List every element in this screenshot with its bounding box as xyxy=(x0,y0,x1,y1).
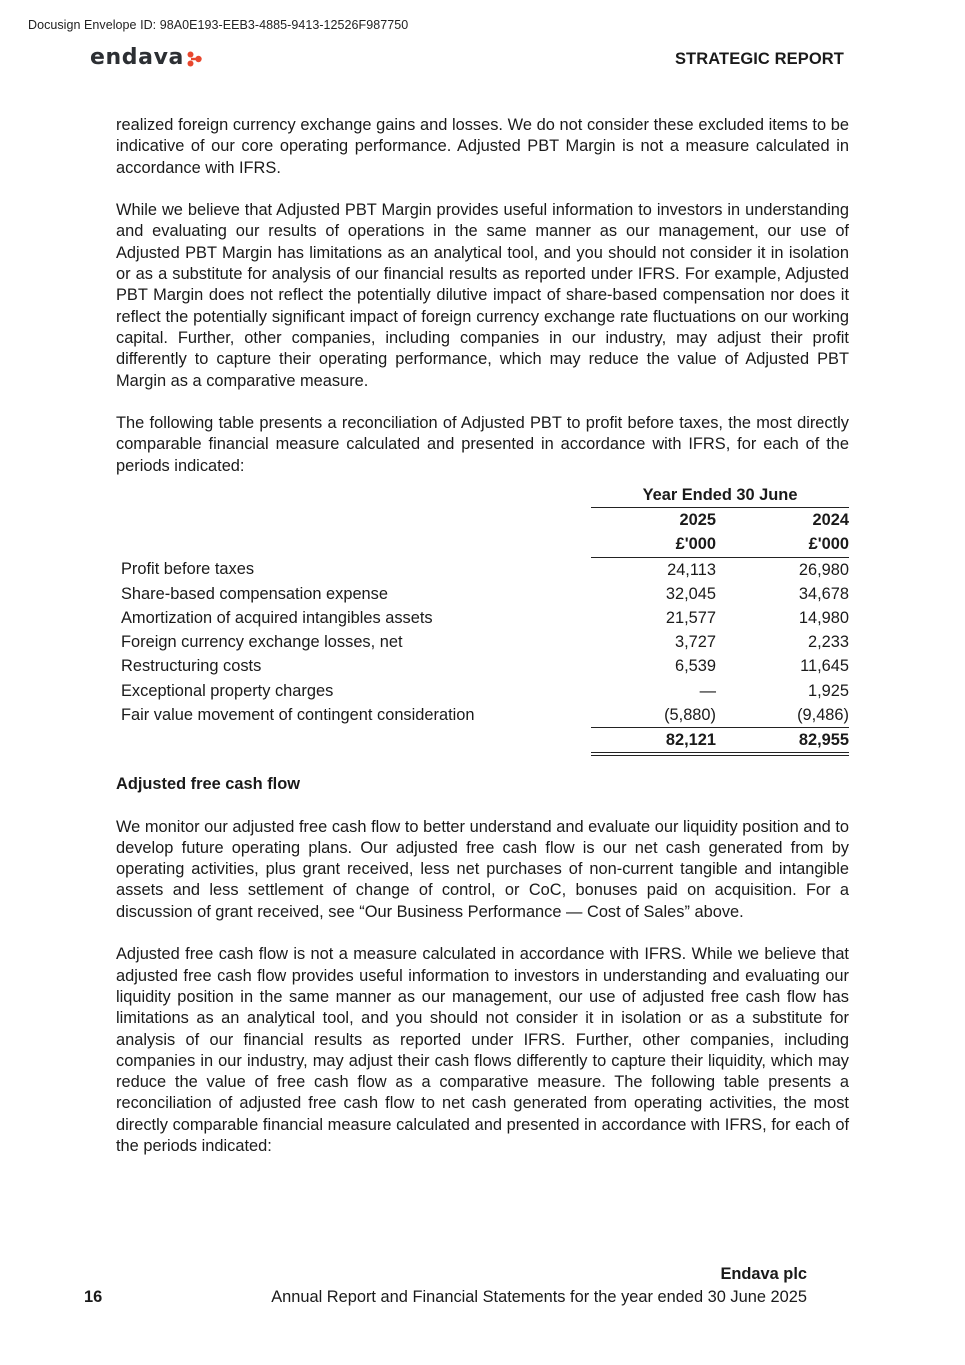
value-2025: 24,113 xyxy=(667,560,716,579)
value-2024: 34,678 xyxy=(798,584,849,603)
value-2024: 11,645 xyxy=(800,657,849,676)
endava-logo xyxy=(90,46,203,70)
value-2024: 1,925 xyxy=(807,681,849,700)
section-heading-adjusted-free-cash-flow: Adjusted free cash flow xyxy=(116,775,300,794)
value-2025: 6,539 xyxy=(674,657,716,676)
paragraph: We monitor our adjusted free cash flow to better understand and evaluate our liquidity position and to develop future operating plans. Our adjusted free cash flow is our net cash generated from by operating activities, plus grant received, less net purchases of non-current tangible and intangible assets and less settlement of change of control, or CoC, bonuses paid on acquisition. For a discussion of grant received, see “Our Business Performance — Cost of Sales” above. xyxy=(116,817,849,921)
table-row xyxy=(116,654,849,678)
adjusted-pbt-reconciliation-table xyxy=(116,483,849,756)
total-2025: 82,121 xyxy=(591,728,716,755)
endava-logo-mark-icon xyxy=(187,51,203,67)
row-label: Profit before taxes xyxy=(121,560,255,579)
value-2025: (5,880) xyxy=(591,703,716,728)
row-label: Foreign currency exchange losses, net xyxy=(121,633,403,652)
row-label: Amortization of acquired intangibles assets xyxy=(121,609,433,628)
row-label: Restructuring costs xyxy=(121,657,262,676)
table-row xyxy=(116,630,849,654)
column-header-2025: 2025 xyxy=(679,511,716,530)
row-label: Exceptional property charges xyxy=(121,681,334,700)
table-header-row xyxy=(116,508,849,533)
logo-wordmark: endava xyxy=(90,45,184,70)
table-row xyxy=(116,703,849,728)
value-2025: 3,727 xyxy=(674,633,716,652)
table-total-row xyxy=(116,728,849,755)
paragraph: The following table presents a reconciliation of Adjusted PBT to profit before taxes, the most directly comparable financial measure calculated and presented in accordance with IFRS, for each of the periods indicated: xyxy=(116,414,849,475)
unit-header-2024: £'000 xyxy=(720,532,849,557)
footer-report-title: Annual Report and Financial Statements for the year ended 30 June 2025 xyxy=(271,1288,807,1306)
section-title: STRATEGIC REPORT xyxy=(674,50,844,68)
table-row xyxy=(116,679,849,703)
table-row xyxy=(116,606,849,630)
value-2025: 32,045 xyxy=(665,584,716,603)
paragraph: While we believe that Adjusted PBT Margin provides useful information to investors in understanding and evaluating our results of operations in the same manner as our management, our use of Adjusted PBT Margin has limitations as an analytical tool, and you should not consider it in isolation or as a substitute for analysis of our financial results as reported under IFRS. For example, Adjusted PBT Margin does not reflect the potentially dilutive impact of share-based compensation nor does it reflect the potentially significant impact of foreign currency exchange rate fluctuations on our working capital. Further, other companies, including companies in our industry, may adjust their profit differently to capture their operating performance, which may reduce the value of Adjusted PBT Margin as a comparative measure. xyxy=(116,201,849,390)
table-header-row xyxy=(116,483,849,508)
footer-company-name: Endava plc xyxy=(720,1265,807,1283)
row-label: Share-based compensation expense xyxy=(121,584,388,603)
unit-header-2025: £'000 xyxy=(591,532,716,557)
table-header-row xyxy=(116,532,849,557)
value-2025: — xyxy=(699,681,716,700)
paragraph: realized foreign currency exchange gains and losses. We do not consider these excluded items to be indicative of our core operating performance. Adjusted PBT Margin is not a measure calculated in accordance with IFRS. xyxy=(116,116,849,177)
page-number: 16 xyxy=(84,1288,103,1306)
value-2025: 21,577 xyxy=(665,609,716,628)
value-2024: 26,980 xyxy=(798,560,849,579)
paragraph: Adjusted free cash flow is not a measure calculated in accordance with IFRS. While we believe that adjusted free cash flow provides useful information to investors in understanding and evaluating our liquidity position in the same manner as our management, our use of adjusted free cash flow has limitations as an analytical tool, and you should not consider it in isolation or as a substitute for analysis of our financial results as reported under IFRS. Further, other companies, including companies in our industry, may adjust their cash flows differently to capture their liquidity, which may reduce the value of free cash flow as a comparative measure. The following table presents a reconciliation of adjusted free cash flow to net cash generated from operating activities, the most directly comparable financial measure calculated and presented in accordance with IFRS, for each of the periods indicated: xyxy=(116,945,849,1156)
docusign-envelope-id: Docusign Envelope ID: 98A0E193-EEB3-4885-9413-12526F987750 xyxy=(28,18,409,32)
table-row xyxy=(116,582,849,606)
value-2024: 2,233 xyxy=(807,633,849,652)
value-2024: (9,486) xyxy=(720,703,849,728)
value-2024: 14,980 xyxy=(798,609,849,628)
year-ended-header: Year Ended 30 June xyxy=(591,483,849,508)
column-header-2024: 2024 xyxy=(812,511,849,530)
page-content xyxy=(116,115,849,1179)
row-label: Fair value movement of contingent consideration xyxy=(121,706,475,725)
total-2024: 82,955 xyxy=(720,728,849,755)
table-row xyxy=(116,557,849,582)
